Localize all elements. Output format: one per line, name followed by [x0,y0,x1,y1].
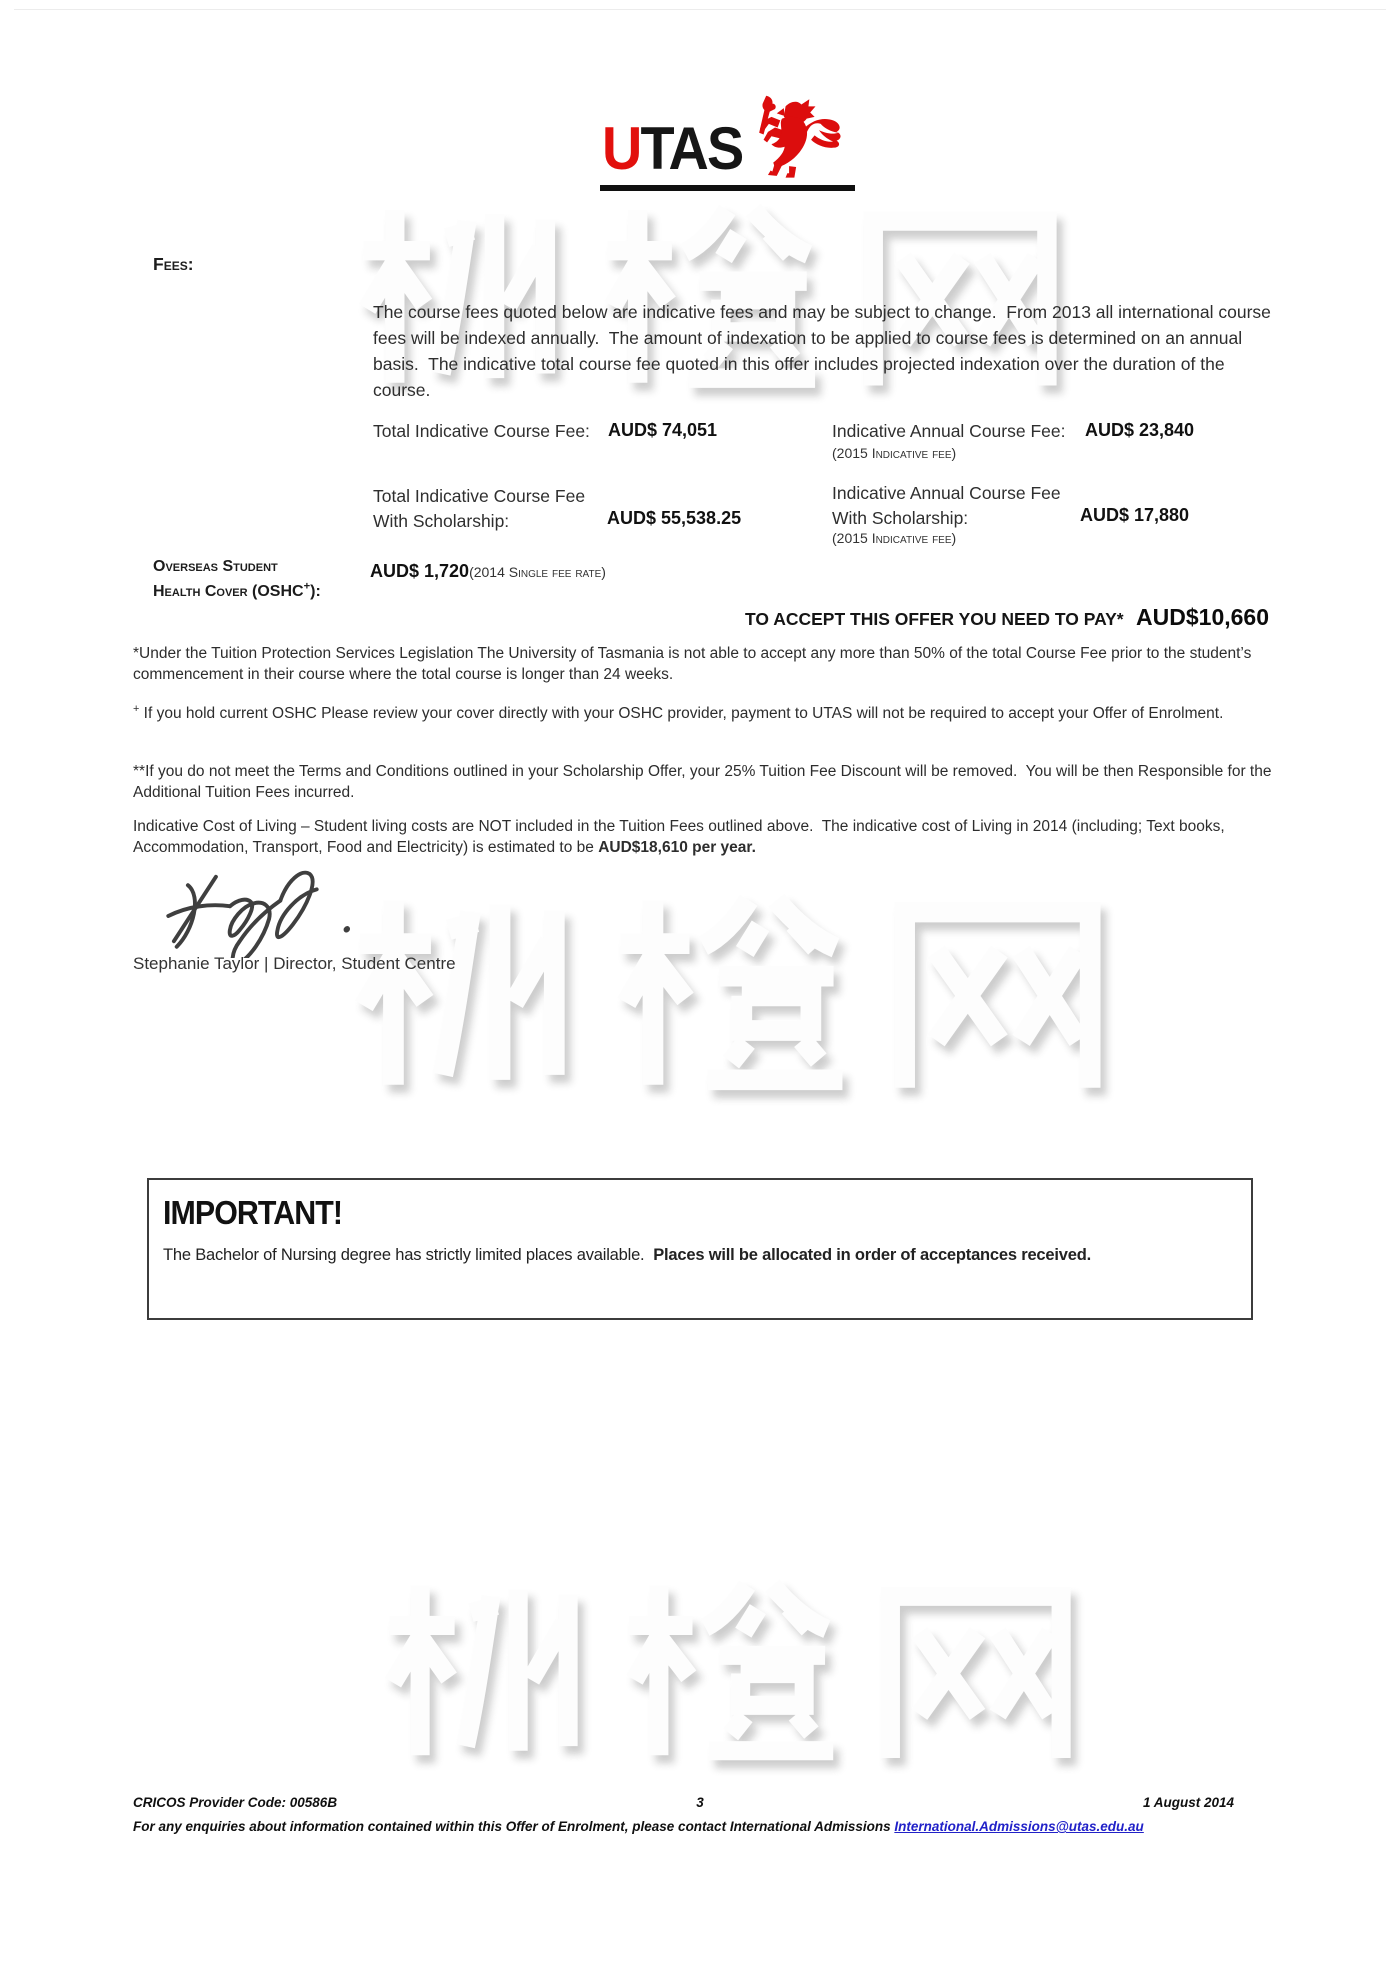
oshc-note: (2014 Single fee rate) [469,564,606,580]
utas-logo-text [602,114,742,183]
logo-underline [600,185,855,191]
note-scholarship-conditions: **If you do not meet the Terms and Conditions outlined in your Scholarship Offer, your 25% Tuition Fee Discount will be removed. You will be then Responsible for the Additional Tuition Fees incurred. [133,763,1275,801]
footer-email-link[interactable]: International.Admissions@utas.edu.au [894,1819,1144,1834]
utas-logo-u: U [602,115,641,182]
footer-cricos-code: CRICOS Provider Code: 00586B [133,1795,338,1810]
utas-logo-tas: TAS [640,115,743,182]
total-scholarship-label: Total Indicative Course Fee With Scholarship: [373,486,586,531]
oshc-label: Overseas Student Health Cover (OSHC+): [153,558,321,600]
fees-intro-paragraph: The course fees quoted below are indicative fees and may be subject to change. From 2013 all international course fees will be indexed annually. The amount of indexation to be applied to course fees is determined on an annual basis. The indicative total course fee quoted in this offer includes projected indexation over the duration of the course. [373,302,1276,400]
footer-page-number: 3 [696,1795,704,1810]
utas-logo [598,92,860,192]
signatory-name: Stephanie Taylor | Director, Student Centre [133,954,456,973]
important-body-bold: Places will be allocated in order of acceptances received. [653,1246,1091,1264]
footer-enquiries: For any enquiries about information contained within this Offer of Enrolment, please contact International Admissions International.Admissions@utas.edu.au [133,1819,1144,1834]
total-scholarship-value: AUD$ 55,538.25 [607,508,742,528]
note-oshc: + If you hold current OSHC Please review your cover directly with your OSHC provider, payment to UTAS will not be required to accept your Offer of Enrolment. [133,702,1224,722]
scan-edge-line [14,9,1386,10]
annual-scholarship-label: Indicative Annual Course Fee With Scholarship: [832,483,1061,528]
oshc-value: AUD$ 1,720 [370,561,470,581]
annual-scholarship-note: (2015 Indicative fee) [832,530,957,546]
accept-offer-row [745,604,1269,631]
total-fee-value: AUD$ 74,051 [608,420,718,440]
accept-offer-label: TO ACCEPT THIS OFFER YOU NEED TO PAY* [745,609,1124,629]
watermark [352,882,1102,1100]
total-fee-label: Total Indicative Course Fee: [373,421,590,441]
note-cost-of-living: Indicative Cost of Living – Student living costs are NOT included in the Tuition Fees outlined above. The indicative cost of Living in 2014 (including; Text books, Accommodation, Transport, Food and Electricity) is estimated to be AUD$18,610 per year. [133,818,1229,856]
annual-fee-value: AUD$ 23,840 [1085,420,1195,440]
oshc-superscript: + [303,580,311,593]
important-box [147,1178,1253,1320]
footer-date: 1 August 2014 [1142,1795,1234,1810]
cost-of-living-amount: AUD$18,610 per year. [598,839,756,856]
accept-offer-amount: AUD$10,660 [1136,604,1269,630]
fees-section-label: Fees: [153,254,194,274]
signature-icon [158,860,383,958]
note-oshc-superscript: + [133,702,140,715]
important-title: IMPORTANT! [163,1194,343,1231]
important-body: The Bachelor of Nursing degree has strictly limited places available. Places will be allocated in order of acceptances received. [163,1246,1091,1264]
annual-fee-label: Indicative Annual Course Fee: [832,421,1066,441]
annual-scholarship-value: AUD$ 17,880 [1080,505,1190,525]
lion-icon [736,94,858,182]
watermark [382,1560,1072,1778]
oshc-value-line [370,561,606,582]
note-tuition-protection: *Under the Tuition Protection Services Legislation The University of Tasmania is not able to accept any more than 50% of the total Course Fee prior to the student’s commencement in their course where the total course is longer than 24 weeks. [133,645,1256,683]
annual-fee-note: (2015 Indicative fee) [832,445,957,461]
